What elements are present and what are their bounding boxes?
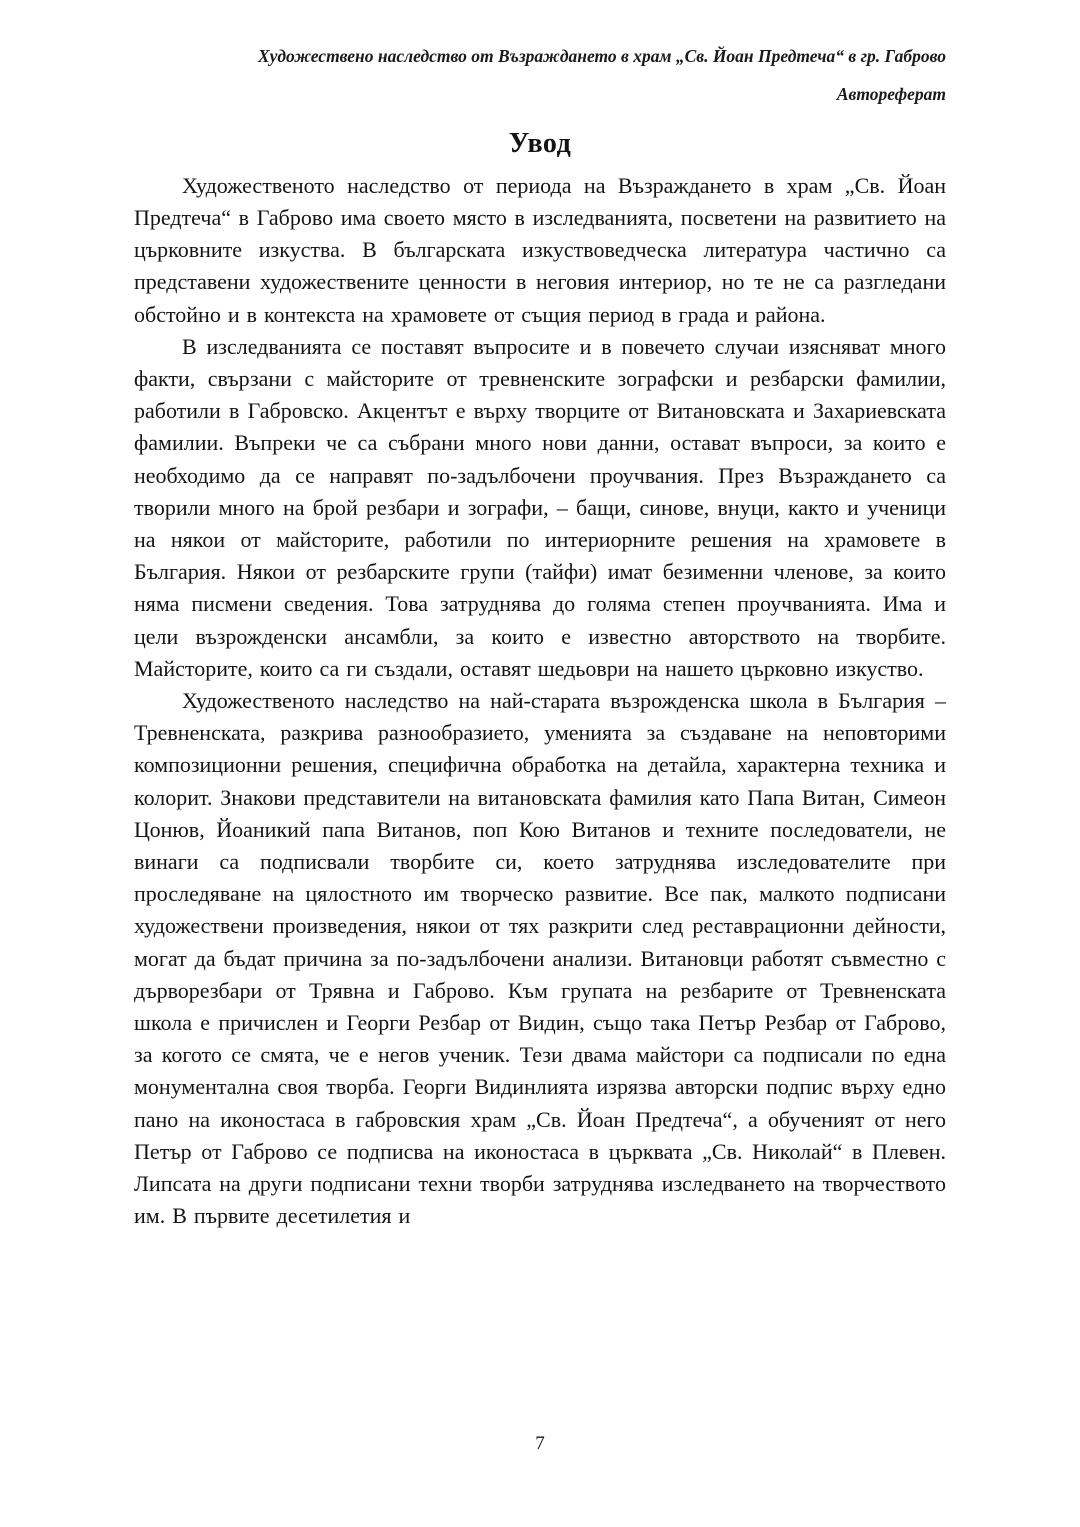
- paragraph-2: В изследванията се поставят въпросите и в повечето случаи изясняват много факти, свързани с майсторите от тревненските зографски и резбарски фамилии, работили в Габровско. Акцентът е върху творците от Витановската и Захариевската фамилии. Въпреки че са събрани много нови данни, остават въпроси, за които е необходимо да се направят по-задълбочени проучвания. През Възраждането са творили много на брой резбари и зографи, – бащи, синове, внуци, както и ученици на някои от майсторите, работили по интериорните решения на храмовете в България. Някои от резбарските групи (тайфи) имат безименни членове, за които няма писмени сведения. Това затруднява до голяма степен проучванията. Има и цели възрожденски ансамбли, за които е известно авторството на творбите. Майсторите, които са ги създали, оставят шедьоври на нашето църковно изкуство.: [134, 333, 946, 681]
- paragraph-3: Художественото наследство на най-старата възрожденска школа в България – Тревненската, разкрива разнообразието, уменията за създаване на неповторими композиционни решения, специфична обработка на детайла, характерна техника и колорит. Знакови представители на витановската фамилия като Папа Витан, Симеон Цонюв, Йоаникий папа Витанов, поп Кою Витанов и техните последователи, не винаги са подписвали творбите си, което затруднява изследователите при проследяване на цялостното им творческо развитие. Все пак, малкото подписани художествени произведения, някои от тях разкрити след реставрационни дейности, могат да бъдат причина за по-задълбочени анализи. Витановци работят съвместно с дърворезбари от Трявна и Габрово. Към групата на резбарите от Тревненската школа е причислен и Георги Резбар от Видин, също така Петър Резбар от Габрово, за когото се смята, че е негов ученик. Тези двама майстори са подписали по една монументална своя творба. Георги Видинлията изрязва авторски подпис върху едно пано на иконостаса в габровския храм „Св. Йоан Предтеча“, а обученият от него Петър от Габрово се подписва на иконостаса в църквата „Св. Николай“ в Плевен. Липсата на други подписани техни творби затруднява изследването на творчеството им. В първите десетилетия и: [134, 688, 946, 1229]
- section-title: Увод: [508, 127, 572, 159]
- page-number: 7: [535, 1433, 545, 1454]
- header-running-title: Художествено наследство от Възраждането в храм „Св. Йоан Предтеча“ в гр. Габрово: [257, 46, 946, 66]
- page-header: [134, 46, 946, 106]
- paragraph-1: Художественото наследство от периода на Възраждането в храм „Св. Йоан Предтеча“ в Габрово има своето място в изследванията, посветени на развитието на църковните изкуства. В българската изкуствоведческа литература частично са представени художествените ценности в неговия интериор, но те не са разгледани обстойно и в контекста на храмовете от същия период в града и района.: [134, 172, 946, 327]
- header-document-type: Автореферат: [836, 83, 946, 104]
